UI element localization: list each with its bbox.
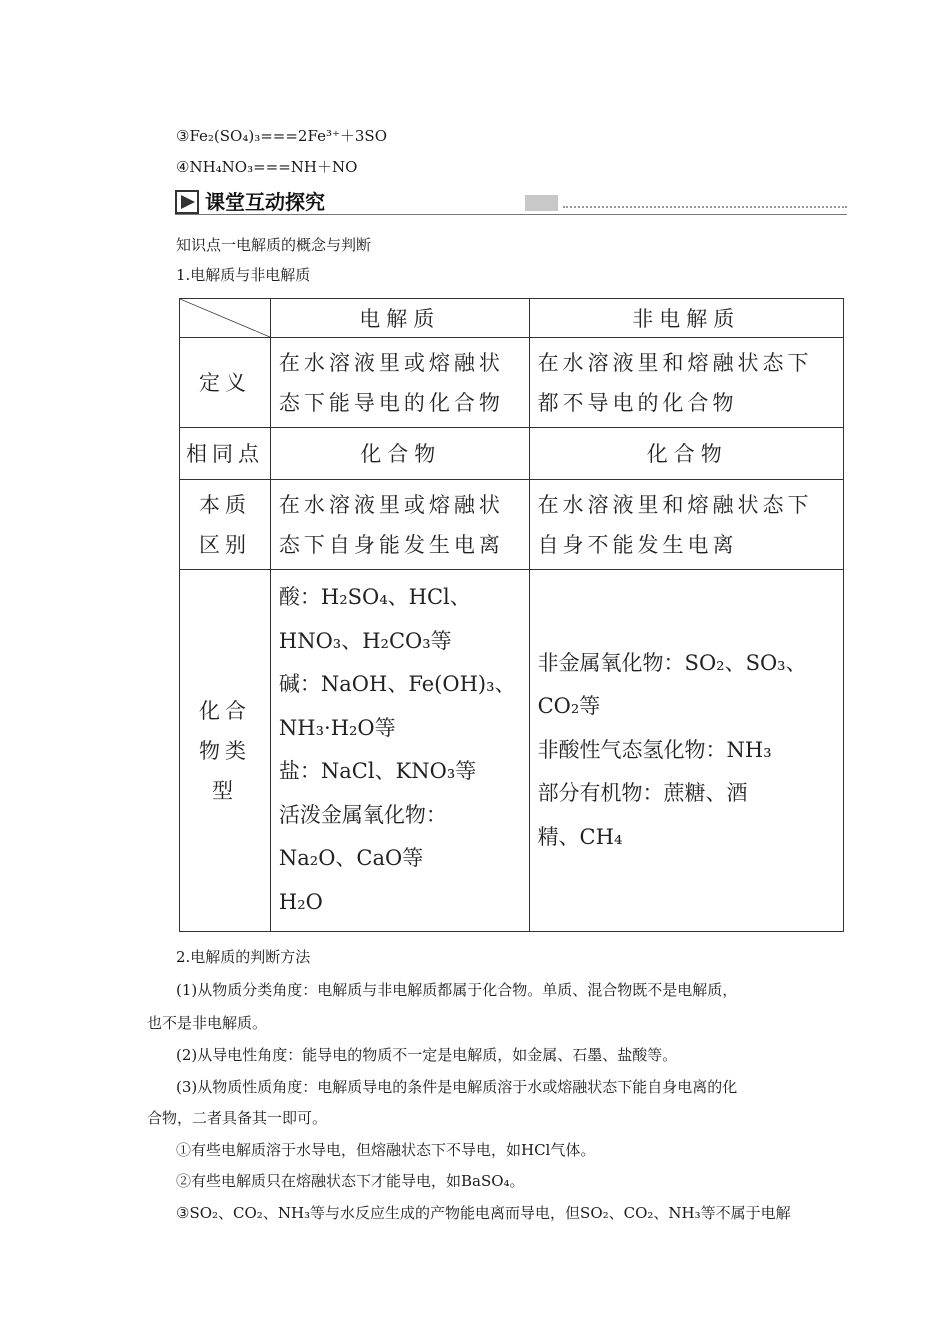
- table-row: [180, 338, 844, 428]
- cell-line: 非金属氧化物：SO₂、SO₃、: [537, 650, 807, 675]
- row-header-similarity: 相同点: [180, 428, 271, 480]
- table-row: [180, 570, 844, 932]
- paragraph-line: 合物，二者具备其一即可。: [147, 1109, 328, 1127]
- paragraph-line: (2)从导电性角度：能导电的物质不一定是电解质，如金属、石墨、盐酸等。: [176, 1046, 678, 1064]
- knowledge-point-title: 知识点一电解质的概念与判断: [176, 236, 372, 254]
- cell-line: NH₃·H₂O等: [278, 715, 396, 740]
- table-cell: 化合物: [270, 428, 529, 480]
- subheading-1: 1.电解质与非电解质: [176, 266, 311, 284]
- compound-examples-non-electrolyte: [529, 570, 843, 932]
- cell-line: 非酸性气态氢化物：NH₃: [537, 737, 772, 762]
- table-row: [180, 480, 844, 570]
- paragraph-line: ①有些电解质溶于水导电，但熔融状态下不导电，如HCl气体。: [176, 1141, 596, 1159]
- table-cell: 在水溶液里和熔融状态下都不导电的化合物: [529, 338, 843, 428]
- column-header-non-electrolyte: 非电解质: [529, 299, 843, 338]
- row-header-essential-difference: [180, 480, 271, 570]
- cell-line: 活泼金属氧化物：: [278, 802, 447, 827]
- cell-line: 酸：H₂SO₄、HCl、: [278, 585, 471, 609]
- paragraph-line: 也不是非电解质。: [147, 1014, 268, 1032]
- row-header-compound-type: [180, 570, 271, 932]
- play-arrow-icon: [175, 190, 199, 214]
- cell-line: 精、CH₄: [537, 824, 623, 849]
- cell-line: 盐：NaCl、KNO₃等: [278, 759, 477, 783]
- row-header-text: 化合物类型: [198, 698, 251, 803]
- table-cell: 化合物: [529, 428, 843, 480]
- table-corner-cell: [180, 299, 271, 338]
- cell-line: CO₂等: [537, 694, 601, 719]
- banner-underline: [175, 214, 847, 215]
- cell-line: HNO₃、H₂CO₃等: [278, 628, 452, 653]
- table-cell: 在水溶液里和熔融状态下自身不能发生电离: [529, 480, 843, 570]
- electrolyte-comparison-table: [179, 298, 844, 932]
- cell-line: 碱：NaOH、Fe(OH)₃、: [278, 672, 516, 696]
- paragraph-line: ②有些电解质只在熔融状态下才能导电，如BaSO₄。: [176, 1172, 525, 1190]
- table-cell: 在水溶液里或熔融状态下自身能发生电离: [270, 480, 529, 570]
- section-banner: [175, 187, 847, 217]
- row-header-text: 本质区别: [198, 492, 251, 557]
- table-cell: 在水溶液里或熔融状态下能导电的化合物: [270, 338, 529, 428]
- paragraph-line: (3)从物质性质角度：电解质导电的条件是电解质溶于水或熔融状态下能自身电离的化: [176, 1078, 738, 1096]
- paragraph-line: (1)从物质分类角度：电解质与非电解质都属于化合物。单质、混合物既不是电解质，: [176, 981, 738, 999]
- cell-line: 部分有机物：蔗糖、酒: [537, 781, 748, 806]
- equation-line-4: ④NH₄NO₃===NH＋NO: [176, 158, 358, 176]
- banner-decoration: [525, 195, 558, 211]
- subheading-2: 2.电解质的判断方法: [176, 948, 311, 966]
- row-header-definition: 定义: [180, 338, 271, 428]
- table-row: [180, 428, 844, 480]
- column-header-electrolyte: 电解质: [270, 299, 529, 338]
- banner-dotted-line: [563, 206, 847, 208]
- compound-examples-electrolyte: [270, 570, 529, 932]
- equation-line-3: ③Fe₂(SO₄)₃===2Fe³⁺＋3SO: [176, 127, 387, 145]
- cell-line: H₂O: [278, 889, 323, 914]
- section-banner-title: 课堂互动探究: [205, 190, 325, 214]
- paragraph-line: ③SO₂、CO₂、NH₃等与水反应生成的产物能电离而导电，但SO₂、CO₂、NH₃等不属于电解: [176, 1204, 791, 1222]
- diagonal-line: [180, 299, 270, 337]
- cell-line: Na₂O、CaO等: [278, 846, 424, 870]
